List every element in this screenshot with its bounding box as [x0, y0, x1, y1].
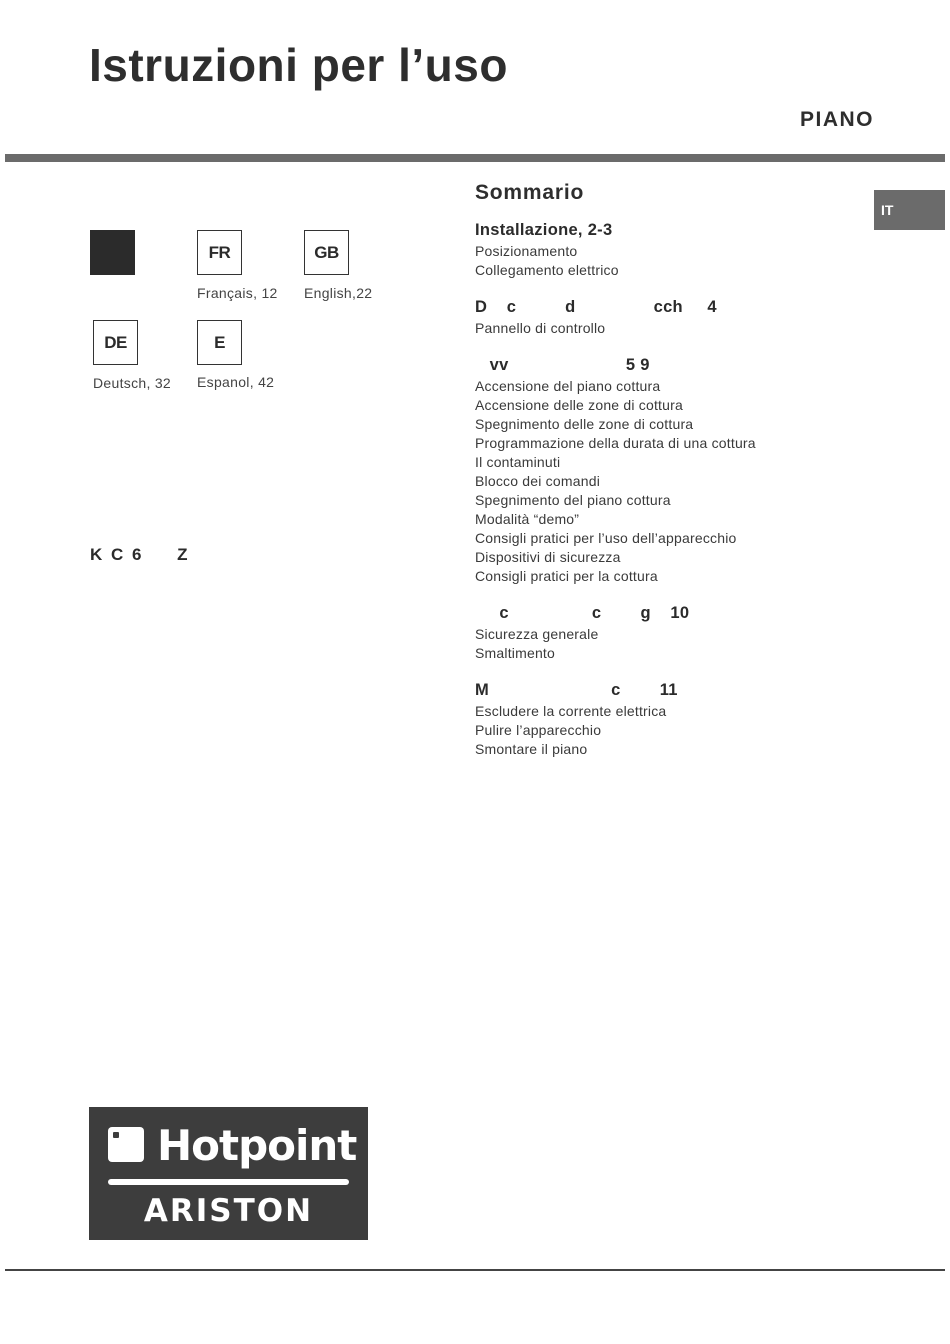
toc-item: Collegamento elettrico [475, 262, 619, 278]
toc-item: Programmazione della durata di una cottura [475, 435, 756, 451]
toc-item: Il contaminuti [475, 454, 561, 470]
toc-item: Escludere la corrente elettrica [475, 703, 667, 719]
toc-item: Pannello di controllo [475, 320, 606, 336]
toc-item: Accensione delle zone di cottura [475, 397, 683, 413]
toc-item: Modalità “demo” [475, 511, 580, 527]
language-box-de: DE [93, 320, 138, 365]
toc-item: Sicurezza generale [475, 626, 599, 642]
language-tab: IT [874, 190, 945, 230]
language-label-gb: English,22 [304, 285, 373, 301]
toc-section-heading: D c d cch 4 [475, 298, 717, 316]
toc-section-heading: Installazione, 2-3 [475, 221, 613, 239]
language-box-e: E [197, 320, 242, 365]
language-label-e: Espanol, 42 [197, 374, 275, 390]
toc-item: Pulire l’apparecchio [475, 722, 602, 738]
document-title: Istruzioni per l’uso [89, 39, 508, 91]
language-box-it [90, 230, 135, 275]
toc-item: Consigli pratici per la cottura [475, 568, 658, 584]
toc-section-avvio [475, 354, 875, 586]
logo-divider [108, 1179, 349, 1185]
product-type-label: PIANO [799, 108, 874, 131]
toc-item: Spegnimento del piano cottura [475, 492, 671, 508]
toc-section-descrizione [475, 296, 875, 338]
language-box-gb: GB [304, 230, 349, 275]
hotpoint-ariston-logo [89, 1107, 368, 1240]
toc-item: Consigli pratici per l’uso dell’apparecchio [475, 530, 737, 546]
table-of-contents [475, 181, 875, 775]
logo-brand-text: Hotpoint [157, 1121, 357, 1170]
language-label-fr: Français, 12 [197, 285, 278, 301]
toc-section-heading: c c g 10 [475, 604, 690, 622]
toc-item: Smaltimento [475, 645, 556, 661]
toc-title: Sommario [475, 181, 585, 204]
model-code: K C 6 Z [90, 545, 190, 564]
toc-section-precauzioni [475, 602, 875, 663]
toc-item: Smontare il piano [475, 741, 588, 757]
footer-divider [5, 1269, 945, 1271]
toc-item: Spegnimento delle zone di cottura [475, 416, 694, 432]
toc-section-manutenzione [475, 679, 875, 759]
language-box-fr: FR [197, 230, 242, 275]
toc-item: Posizionamento [475, 243, 578, 259]
toc-item: Blocco dei comandi [475, 473, 600, 489]
toc-section-installazione [475, 219, 875, 280]
toc-section-heading: M c 11 [475, 681, 678, 699]
logo-graphic [89, 1107, 368, 1240]
toc-item: Accensione del piano cottura [475, 378, 661, 394]
header-divider [5, 154, 945, 162]
logo-subbrand-text: ARISTON [143, 1193, 314, 1229]
toc-section-heading: vv 5 9 [475, 356, 650, 374]
language-label-de: Deutsch, 32 [93, 375, 172, 391]
toc-item: Dispositivi di sicurezza [475, 549, 621, 565]
